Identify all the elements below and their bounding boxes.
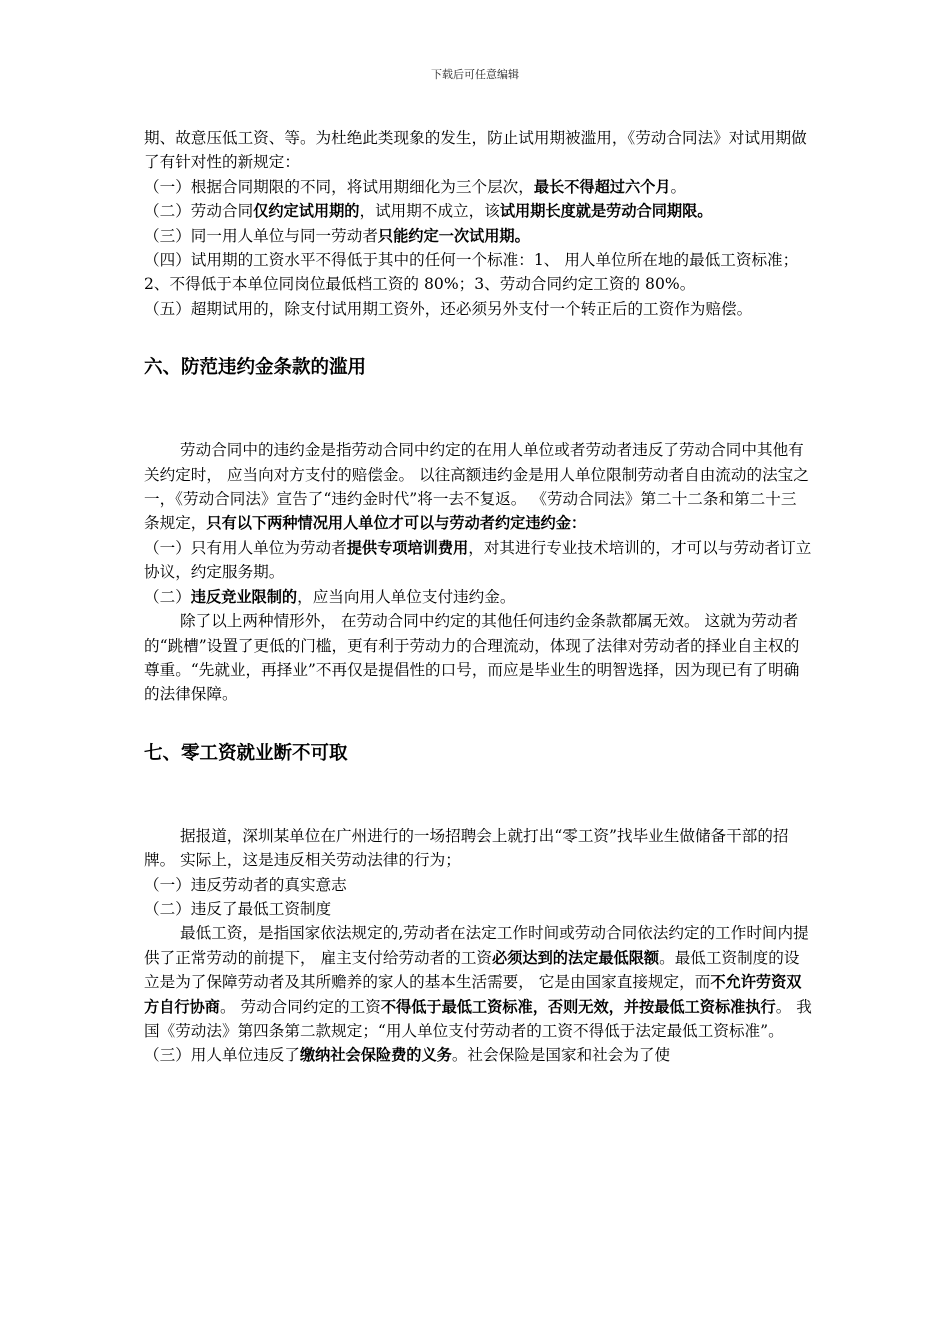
paragraph [144, 199, 812, 223]
paragraph [144, 438, 812, 536]
text-run: （二）劳动合同 [144, 202, 254, 221]
text-run: （三）用人单位违反了 [144, 1046, 300, 1065]
bold-text: 不允许劳资双方自行协商 [144, 973, 802, 1016]
spacer [144, 707, 812, 741]
section-heading: 七、零工资就业断不可取 [144, 742, 348, 764]
section-heading: 六、防范违约金条款的滥用 [144, 357, 367, 379]
bold-text: 只有以下两种情况用人单位才可以与劳动者约定违约金： [206, 514, 587, 533]
text-run: 。社会保险是国家和社会为了使 [451, 1046, 671, 1065]
text-run: 最低工资，是指国家依法规定的,劳动者在法定工作时间或劳动合同依法约定的工作时间内提供了正常劳动的前提下， 雇主支付给劳动者的工资 [144, 924, 809, 967]
text-run: ，试用期不成立，该 [359, 202, 500, 221]
paragraph [144, 897, 812, 921]
paragraph [144, 297, 812, 321]
text-run: 。 我国《劳动法》第四条第二款规定；“用人单位支付劳动者的工资不得低于法定最低工资标准”。 [144, 997, 812, 1040]
spacer [144, 381, 812, 438]
text-run: 。 [670, 177, 687, 196]
paragraph [144, 585, 812, 609]
text-run: （二） [144, 587, 191, 606]
text-run: 除了以上两种情形外， 在劳动合同中约定的其他任何违约金条款都属无效。 这就为劳动者的“跳槽”设置了更低的门槛，更有利于劳动力的合理流动，体现了法律对劳动者的择业自主权的尊重。“先就业，再择业”不再仅是提倡性的口号，而应是毕业生的明智选择，因为现已有了明确的法律保障。 [144, 612, 800, 704]
spacer [144, 321, 812, 355]
bold-text: 缴纳社会保险费的义务 [299, 1046, 452, 1065]
text-run: （三）同一用人单位与同一劳动者 [144, 226, 378, 245]
bold-text: 最长不得超过六个月 [533, 177, 671, 196]
paragraph [144, 873, 812, 897]
text-run: ，应当向用人单位支付违约金。 [297, 587, 516, 606]
text-run: 据报道，深圳某单位在广州进行的一场招聘会上就打出“零工资”找毕业生做储备干部的招牌。 实际上，这是违反相关劳动法律的行为； [144, 826, 789, 870]
text-run: （二）违反了最低工资制度 [144, 899, 332, 918]
document-body [144, 126, 812, 1068]
bold-text: 仅约定试用期的 [253, 202, 360, 221]
bold-text: 必须达到的法定最低限额 [492, 948, 660, 967]
bold-text: 只能约定一次试用期。 [377, 226, 530, 245]
paragraph [144, 126, 812, 175]
text-run: 劳动合同中的违约金是指劳动合同中约定的在用人单位或者劳动者违反了劳动合同中其他有关约定时， 应当向对方支付的赔偿金。 以往高额违约金是用人单位限制劳动者自由流动的法宝之一，《劳动合同法》宣告了“违约金时代”将一去不复返。 《劳动合同法》第二十二条和第二十三条规定， [144, 441, 809, 533]
text-run: 期、故意压低工资、等。为杜绝此类现象的发生，防止试用期被滥用，《劳动合同法》对试用期做了有针对性的新规定： [144, 129, 807, 172]
bold-text: 违反竞业限制的 [190, 587, 298, 606]
page-header: 下载后可任意编辑 [431, 68, 519, 81]
bold-text: 试用期长度就是劳动合同期限。 [499, 202, 713, 221]
text-run: （一）根据合同期限的不同，将试用期细化为三个层次， [144, 177, 534, 196]
text-run: （一）只有用人单位为劳动者 [144, 538, 347, 557]
text-run: ，对其进行专业技术培训的，才可以与劳动者订立协议，约定服务期。 [144, 538, 812, 582]
text-run: 。 劳动合同约定的工资 [219, 997, 381, 1016]
paragraph [144, 824, 812, 873]
bold-text: 不得低于最低工资标准，否则无效，并按最低工资标准执行 [380, 997, 776, 1016]
paragraph [144, 536, 812, 585]
spacer [144, 767, 812, 824]
text-run: （四）试用期的工资水平不得低于其中的任何一个标准：1、 用人单位所在地的最低工资标准；2、不得低于本单位同岗位最低档工资的 80%；3、劳动合同约定工资的 80%。 [144, 251, 799, 294]
paragraph [144, 248, 812, 297]
text-run: （五）超期试用的，除支付试用期工资外，还必须另外支付一个转正后的工资作为赔偿。 [144, 299, 753, 318]
paragraph [144, 1043, 812, 1067]
bold-text: 提供专项培训费用 [346, 538, 469, 557]
paragraph [144, 609, 812, 707]
paragraph [144, 224, 812, 248]
text-run: 。最低工资制度的设立是为了保障劳动者及其所赡养的家人的基本生活需要， 它是由国家直接规定，而 [144, 948, 800, 992]
paragraph [144, 175, 812, 199]
paragraph [144, 921, 812, 1043]
text-run: （一）违反劳动者的真实意志 [144, 875, 347, 894]
